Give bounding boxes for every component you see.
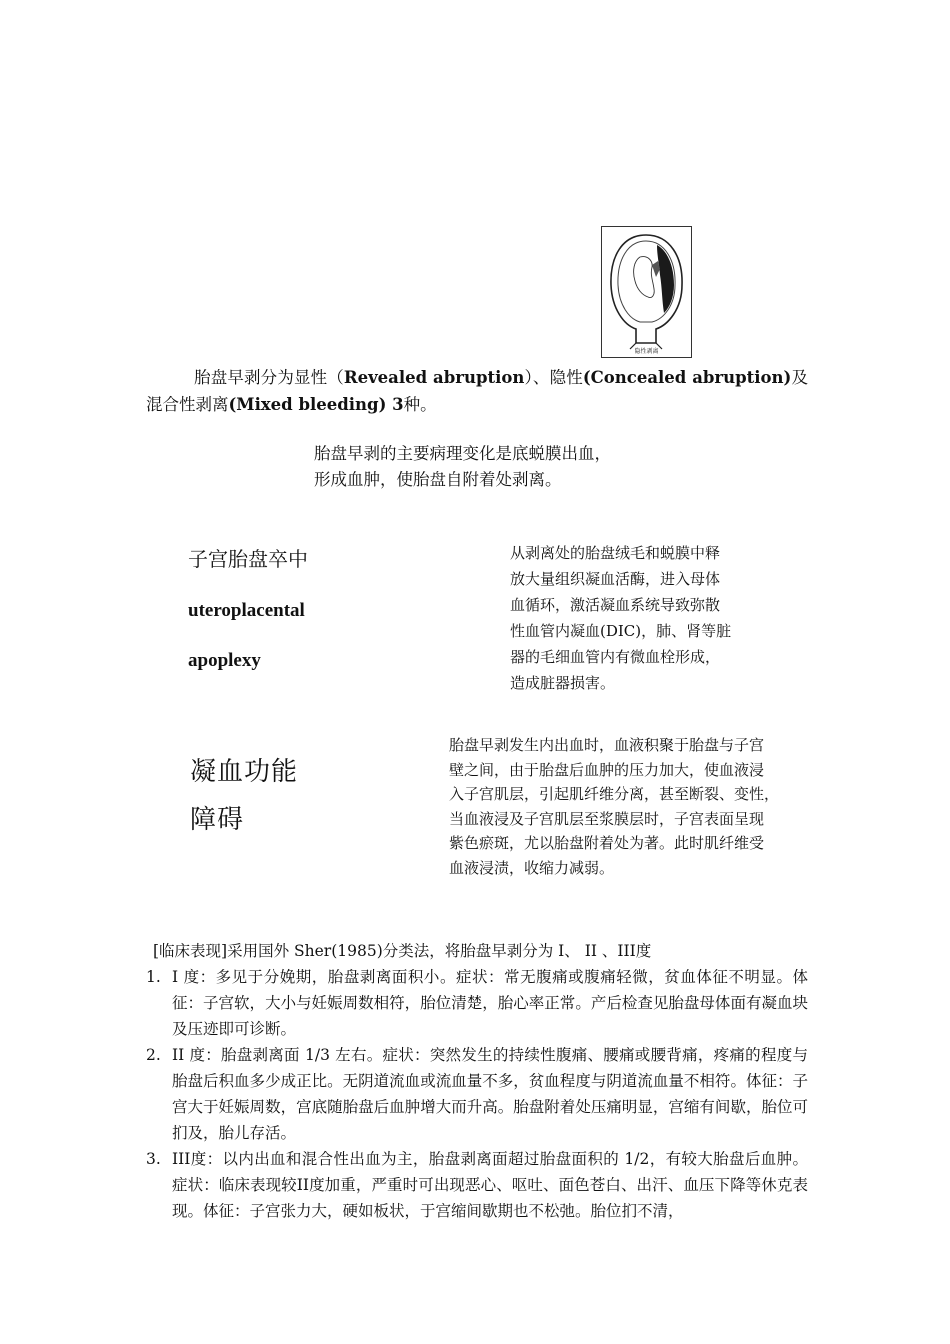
clinical-section <box>146 938 808 1224</box>
concealed-abruption-figure <box>601 226 692 358</box>
para1-text-b: ）、隐性 <box>524 368 583 387</box>
pathology-summary <box>314 441 611 493</box>
para1-text-a: 胎盘早剥分为显性（ <box>194 368 344 387</box>
clinical-item-text: III度：以内出血和混合性出血为主，胎盘剥离面超过胎盘面积的 1/2，有较大胎盘后血肿。症状：临床表现较II度加重，严重时可出现恶心、呕吐、面色苍白、出汗、血压下降等休克表现。体征：子宫张力大，硬如板状，于宫缩间歇期也不松弛。胎位扪不清， <box>172 1150 808 1220</box>
coagulation-description <box>449 733 801 880</box>
clinical-lead: [临床表现]采用国外 Sher(1985)分类法，将胎盘早剥分为 I、 II 、III度 <box>153 942 652 960</box>
uteroplacental-title-en-1: uteroplacental <box>188 600 305 621</box>
upa-desc-line: 器的毛细血管内有微血栓形成， <box>510 648 721 666</box>
upa-desc-line: 血循环，激活凝血系统导致弥散 <box>510 596 721 614</box>
clinical-item-text: I 度：多见于分娩期，胎盘剥离面积小。症状：常无腹痛或腹痛轻微，贫血体征不明显。体征：子宫软，大小与妊娠周数相符，胎位清楚，胎心率正常。产后检查见胎盘母体面有凝血块及压迹即可诊断。 <box>172 968 808 1038</box>
clinical-item-2 <box>146 1042 808 1146</box>
coag-desc-line: 当血液浸及子宫肌层至浆膜层时，子宫表面呈现 <box>449 809 765 828</box>
abruption-types-paragraph <box>146 364 808 418</box>
clinical-item-text: II 度：胎盘剥离面 1/3 左右。症状：突然发生的持续性腹痛、腰痛或腰背痛，疼痛的程度与胎盘后积血多少成正比。无阴道流血或流血量不多，贫血程度与阴道流血量不相符。体征：子宫大于妊娠周数，宫底随胎盘后血肿增大而升高。胎盘附着处压痛明显，宫缩有间歇，胎位可扪及，胎儿存活。 <box>172 1046 808 1142</box>
upa-desc-line: 放大量组织凝血活酶，进入母体 <box>510 570 721 588</box>
coag-desc-line: 壁之间，由于胎盘后血肿的压力加大，使血液浸 <box>449 760 765 779</box>
coagulation-title <box>190 748 298 844</box>
clinical-item-number: 1. <box>146 968 161 986</box>
pathology-line-1: 胎盘早剥的主要病理变化是底蜕膜出血， <box>314 444 611 463</box>
para1-mixed: (Mixed bleeding) 3 <box>228 395 404 414</box>
upa-desc-line: 从剥离处的胎盘绒毛和蜕膜中释 <box>510 544 721 562</box>
coag-desc-line: 入子宫肌层，引起肌纤维分离，甚至断裂、变性， <box>449 785 780 803</box>
coag-title-line-1: 凝血功能 <box>190 757 299 787</box>
pathology-line-2: 形成血肿，使胎盘自附着处剥离。 <box>314 470 562 489</box>
upa-desc-line: 造成脏器损害。 <box>510 674 616 692</box>
clinical-item-1 <box>146 964 808 1042</box>
clinical-item-number: 2. <box>146 1046 161 1064</box>
clinical-item-3 <box>146 1146 808 1224</box>
upa-desc-line: 性血管内凝血(DIC)，肺、肾等脏 <box>510 622 732 640</box>
uteroplacental-description <box>510 540 758 696</box>
coag-desc-line: 胎盘早剥发生内出血时，血液积聚于胎盘与子宫 <box>449 736 765 754</box>
coag-desc-line: 紫色瘀斑，尤以胎盘附着处为著。此时肌纤维受 <box>449 834 765 852</box>
uteroplacental-title-cn: 子宫胎盘卒中 <box>188 547 308 571</box>
clinical-item-number: 3. <box>146 1150 161 1168</box>
para1-concealed: (Concealed abruption) <box>582 368 792 387</box>
uteroplacental-title-en-2: apoplexy <box>188 650 261 671</box>
coag-title-line-2: 障碍 <box>190 805 245 835</box>
figure-caption: 隐性剥离 <box>634 348 659 355</box>
para1-revealed: Revealed abruption <box>343 368 525 387</box>
para1-text-d: 种。 <box>403 395 437 414</box>
para1-text-c: 及混合性剥离 <box>146 368 808 414</box>
coag-desc-line: 血液浸渍，收缩力减弱。 <box>449 858 615 877</box>
uterus-illustration <box>602 227 691 357</box>
